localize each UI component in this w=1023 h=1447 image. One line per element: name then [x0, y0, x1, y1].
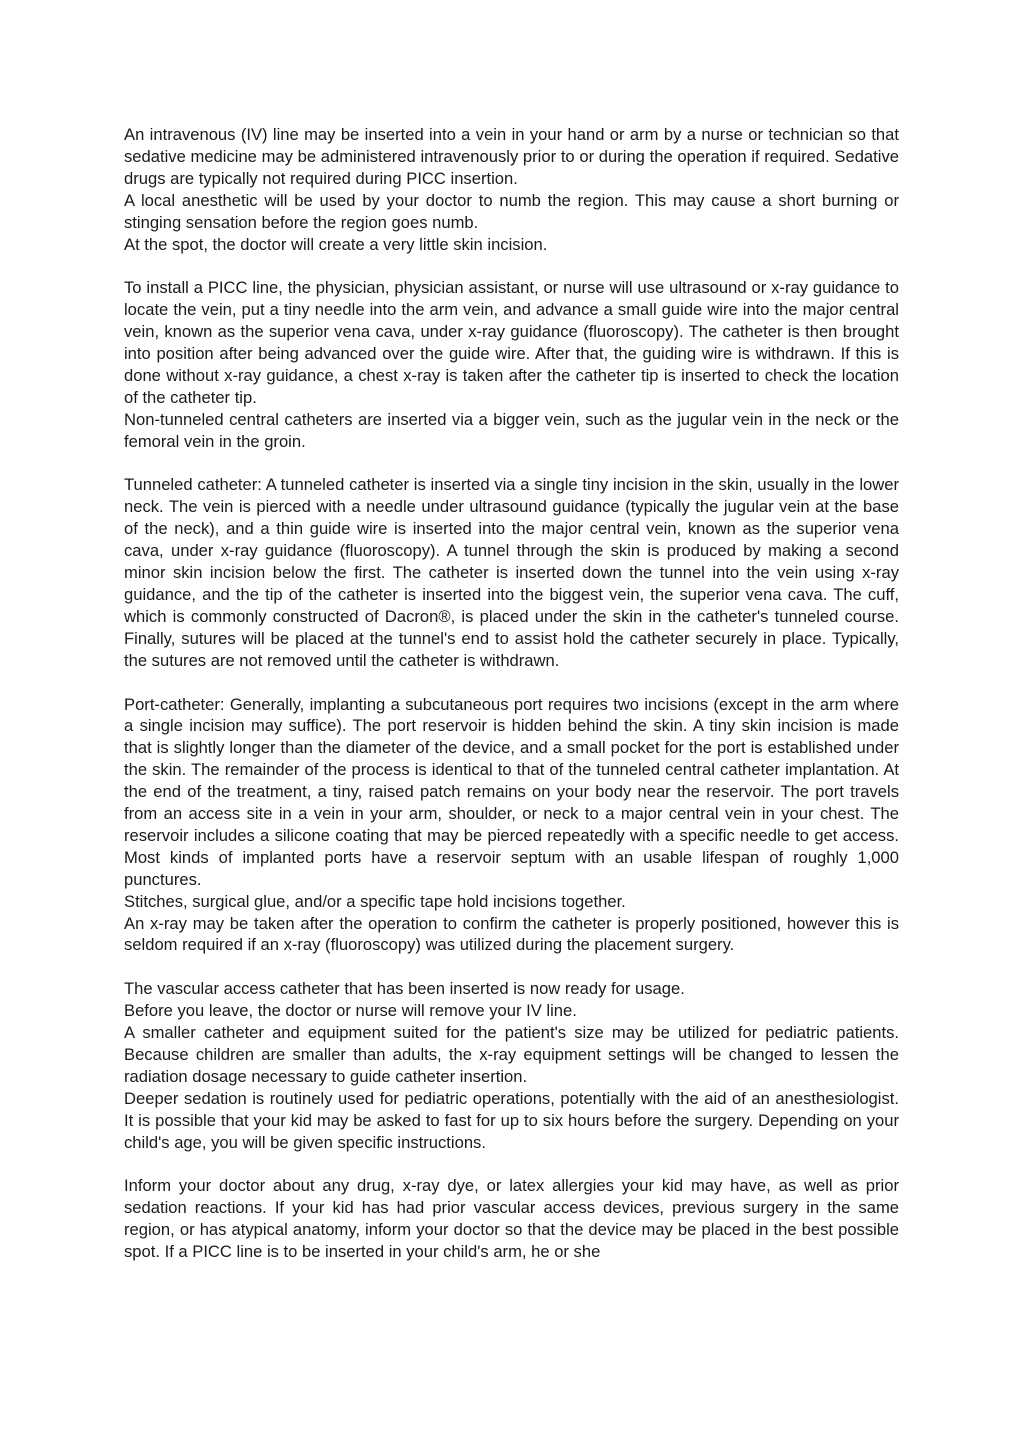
paragraph: To install a PICC line, the physician, physician assistant, or nurse will use ultrasound or x-ray guidance to locate the vein, put a tiny needle into the arm vein, and advance a small guide wire into the major central vein, known as the superior vena cava, under x-ray guidance (fluoroscopy). The catheter is then brought into position after being advanced over the guide wire. After that, the guiding wire is withdrawn. If this is done without x-ray guidance, a chest x-ray is taken after the catheter tip is inserted to check the location of the catheter tip.	[124, 278, 899, 407]
document-body	[124, 124, 899, 1263]
section-iv-anesthesia	[124, 124, 899, 255]
paragraph: A local anesthetic will be used by your doctor to numb the region. This may cause a short burning or stinging sensation before the region goes numb.	[124, 190, 899, 232]
paragraph: Port-catheter: Generally, implanting a subcutaneous port requires two incisions (except in the arm where a single incision may suffice). The port reservoir is hidden behind the skin. A tiny skin incision is made that is slightly longer than the diameter of the device, and a small pocket for the port is established under the skin. The remainder of the process is identical to that of the tunneled central catheter implantation. At the end of the treatment, a tiny, raised patch remains on your body near the reservoir. The port travels from an access site in a vein in your arm, shoulder, or neck to a major central vein in your chest. The reservoir includes a silicone coating that may be pierced repeatedly with a specific needle to get access. Most kinds of implanted ports have a reservoir septum with an usable lifespan of roughly 1,000 punctures.	[124, 694, 899, 889]
paragraph: Tunneled catheter: A tunneled catheter is inserted via a single tiny incision in the skin, usually in the lower neck. The vein is pierced with a needle under ultrasound guidance (typically the jugular vein at the base of the neck), and a thin guide wire is inserted into the major central vein, known as the superior vena cava, under x-ray guidance (fluoroscopy). A tunnel through the skin is produced by making a second minor skin incision below the first. The catheter is inserted down the tunnel into the vein using x-ray guidance, and the tip of the catheter is inserted into the biggest vein, the superior vena cava. The cuff, which is commonly constructed of Dacron®, is placed under the skin in the catheter's tunneled course. Finally, sutures will be placed at the tunnel's end to assist hold the catheter securely in place. Typically, the sutures are not removed until the catheter is withdrawn.	[124, 475, 899, 670]
paragraph: At the spot, the doctor will create a very little skin incision.	[124, 234, 548, 254]
paragraph: Before you leave, the doctor or nurse will remove your IV line.	[124, 1001, 577, 1021]
section-after-procedure	[124, 978, 899, 1153]
paragraph: Stitches, surgical glue, and/or a specific tape hold incisions together.	[124, 891, 626, 911]
section-tunneled-catheter	[124, 474, 899, 671]
paragraph: Deeper sedation is routinely used for pediatric operations, potentially with the aid of an anesthesiologist. It is possible that your kid may be asked to fast for up to six hours before the surgery. Depending on your child's age, you will be given specific instructions.	[124, 1088, 899, 1152]
paragraph: The vascular access catheter that has been inserted is now ready for usage.	[124, 979, 685, 999]
paragraph: A smaller catheter and equipment suited for the patient's size may be utilized for pediatric patients. Because children are smaller than adults, the x-ray equipment settings will be changed to lessen the radiation dosage necessary to guide catheter insertion.	[124, 1023, 899, 1086]
paragraph: Inform your doctor about any drug, x-ray dye, or latex allergies your kid may have, as well as prior sedation reactions. If your kid has had prior vascular access devices, previous surgery in the same region, or has atypical anatomy, inform your doctor so that the device may be placed in the best possible spot. If a PICC line is to be inserted in your child's arm, he or she	[124, 1176, 899, 1262]
paragraph: An intravenous (IV) line may be inserted into a vein in your hand or arm by a nurse or technician so that sedative medicine may be administered intravenously prior to or during the operation if required. Sedative drugs are typically not required during PICC insertion.	[124, 125, 899, 188]
section-picc-line	[124, 277, 899, 452]
section-port-catheter	[124, 694, 899, 957]
section-preparation	[124, 1175, 899, 1263]
paragraph: Non-tunneled central catheters are inserted via a bigger vein, such as the jugular vein in the neck or the femoral vein in the groin.	[124, 409, 899, 451]
paragraph: An x-ray may be taken after the operation to confirm the catheter is properly positioned, however this is seldom required if an x-ray (fluoroscopy) was utilized during the placement surgery.	[124, 913, 899, 955]
